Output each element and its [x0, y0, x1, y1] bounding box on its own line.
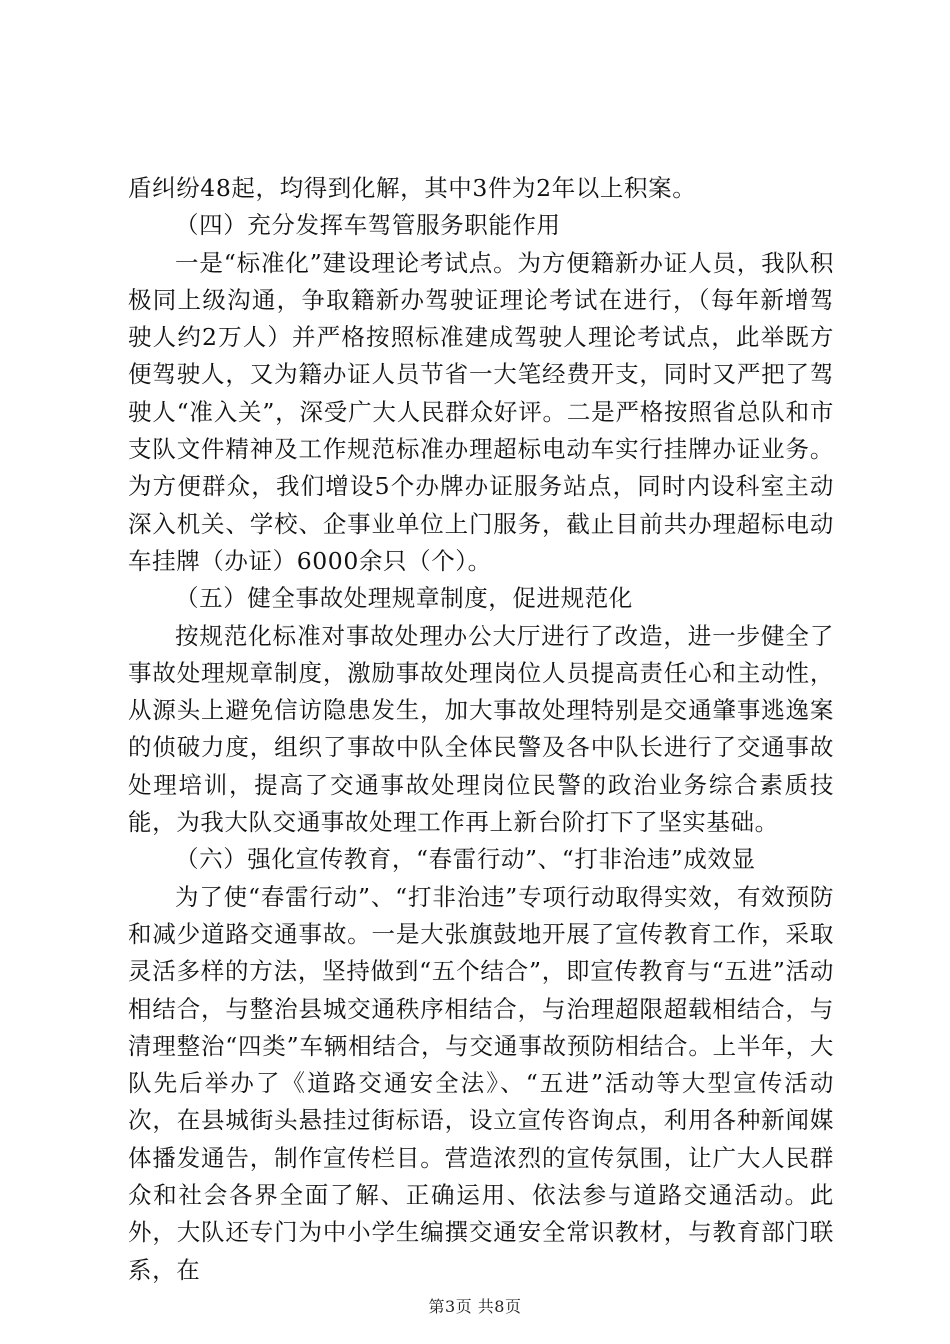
body-text — [128, 170, 834, 1289]
paragraph-2: 一是“标准化”建设理论考试点。为方便籍新办证人员，我队积极同上级沟通，争取籍新办驾驶证理论考试在进行，（每年新增驾驶人约2万人）并严格按照标准建成驾驶人理论考试点，此举既方便驾驶人，又为籍办证人员节省一大笔经费开支，同时又严把了驾驶人“准入关”，深受广大人民群众好评。二是严格按照省总队和市支队文件精神及工作规范标准办理超标电动车实行挂牌办证业务。为方便群众，我们增设5个办牌办证服务站点，同时内设科室主动深入机关、学校、企事业单位上门服务，截止目前共办理超标电动车挂牌（办证）6000余只（个）。 — [128, 248, 834, 575]
paragraph-4: 为了使“春雷行动”、“打非治违”专项行动取得实效，有效预防和减少道路交通事故。一是大张旗鼓地开展了宣传教育工作，采取灵活多样的方法，坚持做到“五个结合”，即宣传教育与“五进”活动相结合，与整治县城交通秩序相结合，与治理超限超载相结合，与清理整治“四类”车辆相结合，与交通事故预防相结合。上半年，大队先后举办了《道路交通安全法》、“五进”活动等大型宣传活动次，在县城街头悬挂过街标语，设立宣传咨询点，利用各种新闻媒体播发通告，制作宣传栏目。营造浓烈的宣传氛围，让广大人民群众和社会各界全面了解、正确运用、依法参与道路交通活动。此外，大队还专门为中小学生编撰交通安全常识教材，与教育部门联系，在 — [128, 882, 834, 1284]
section-heading-5: （五）健全事故处理规章制度，促进规范化 — [175, 584, 633, 613]
section-heading-6: （六）强化宣传教育，“春雷行动”、“打非治违”成效显 — [175, 845, 756, 874]
section-heading-4: （四）充分发挥车驾管服务职能作用 — [175, 211, 561, 240]
paragraph-1: 盾纠纷48起，均得到化解，其中3件为2年以上积案。 — [128, 174, 697, 202]
paragraph-3: 按规范化标准对事故处理办公大厅进行了改造，进一步健全了事故处理规章制度，激励事故处理岗位人员提高责任心和主动性，从源头上避免信访隐患发生，加大事故处理特别是交通肇事逃逸案的侦破力度，组织了事故中队全体民警及各中队长进行了交通事故处理培训，提高了交通事故处理岗位民警的政治业务综合素质技能，为我大队交通事故处理工作再上新台阶打下了坚实基础。 — [128, 621, 834, 837]
page-number-footer: 第3页 共8页 — [428, 1297, 522, 1316]
